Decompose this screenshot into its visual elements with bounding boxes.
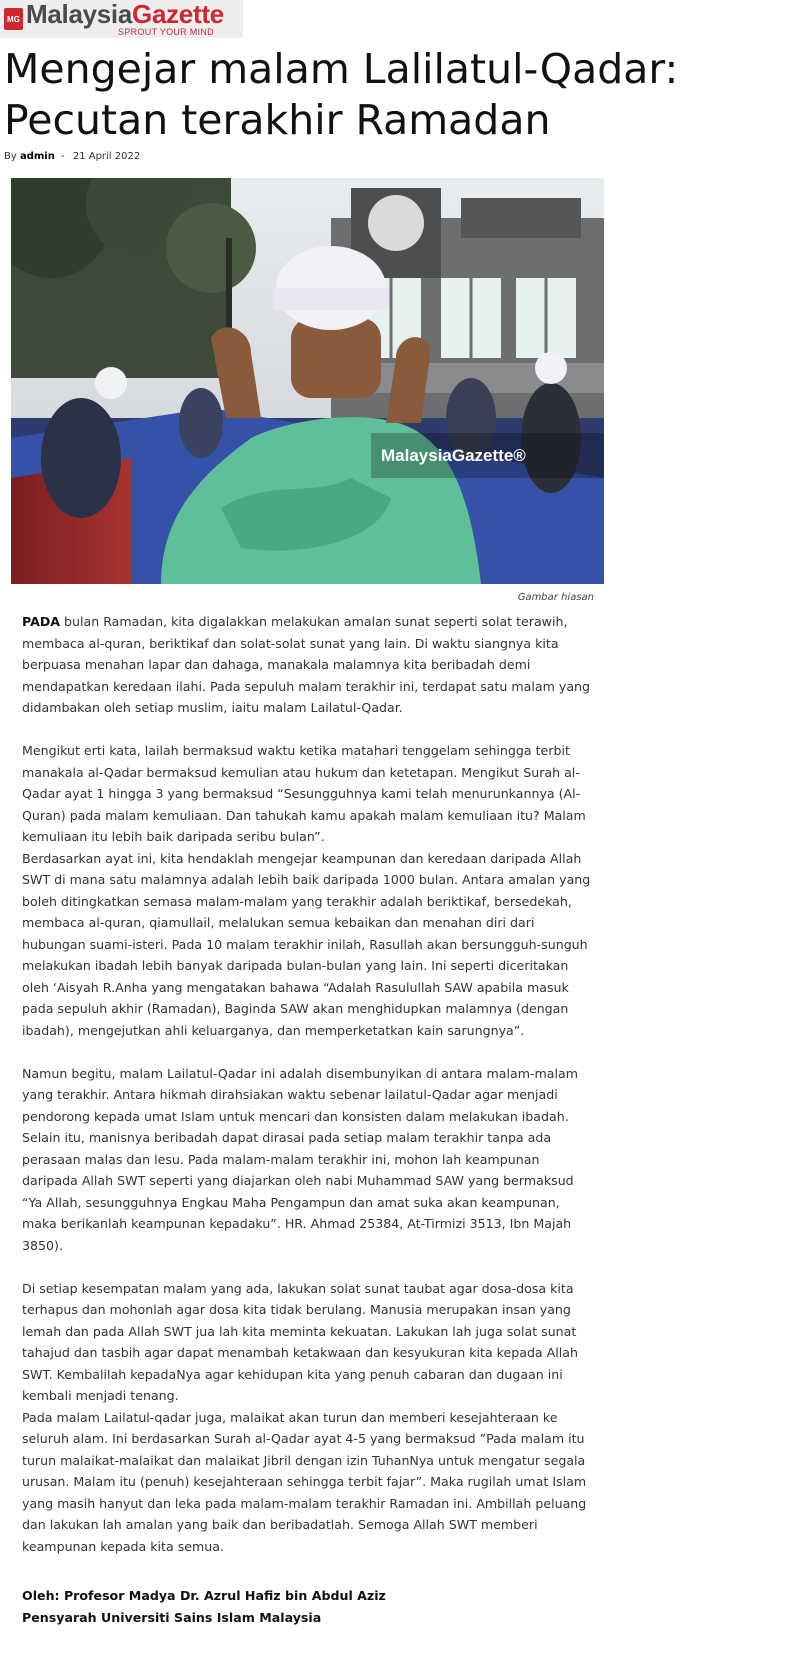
paragraph-4: Namun begitu, malam Lailatul-Qadar ini adalah disembunyikan di antara malam-malam yang terakhir. Antara hikmah dirahsiakan waktu sebenar lailatul-Qadar agar menjadi pendorong kepada umat Islam untuk mencari dan konsisten dalam melakukan ibadah. Selain itu, manisnya beribadah dapat dirasai pada setiap malam terakhir tanpa ada perasaan malas dan lesu. Pada malam-malam terakhir ini, mohon lah keampunan daripada Allah SWT seperti yang diajarkan oleh nabi Muhammad SAW yang bermaksud “Ya Allah, sesungguhnya Engkau Maha Pengampun dan amat suka akan keampunan, maka berikanlah keampunan kepadaku”. HR. Ahmad 25384, At-Tirmizi 3513, Ibn Majah 3850). [22,1065,579,1253]
image-caption: Gambar hiasan [517,592,594,603]
logo-name [26,1,224,27]
site-logo[interactable] [0,0,243,38]
paragraph-2: Mengikut erti kata, lailah bermaksud waktu ketika matahari tenggelam sehingga terbit manakala al-Qadar bermaksud kemulian atau hukum dan ketetapan. Mengikut Surah al-Qadar ayat 1 hingga 3 yang bermaksud “Sesungguhnya kami telah menurunkannya (Al-Quran) pada malam kemuliaan. Dan tahukah kamu apakah malam kemuliaan itu? Malam kemuliaan itu lebih baik daripada seribu bulan”. [22,743,586,844]
lead-word: PADA [22,614,61,629]
author-link[interactable]: admin [19,151,55,162]
logo-name-part2: Gazette [132,0,224,29]
byline-by-label: By [4,151,17,162]
paragraph-1-text: bulan Ramadan, kita digalakkan melakukan amalan sunat seperti solat terawih, membaca al-quran, beriktikaf dan solat-solat sunat yang lain. Di waktu siangnya kita berpuasa menahan lapar dan dahaga, manakala malamnya kita beribadah demi mendapatkan keredaan ilahi. Pada sepuluh malam terakhir ini, terdapat satu malam yang didambakan oleh setiap muslim, iaitu malam Lailatul-Qadar. [22,614,591,715]
article-title: Mengejar malam Lalilatul-Qadar: Pecutan terakhir Ramadan [4,45,679,144]
featured-image [11,178,604,584]
article-body [22,611,597,1557]
logo-tagline: SPROUT YOUR MIND [118,27,214,37]
logo-name-part1: Malaysia [26,0,133,29]
author-signature [22,1585,597,1629]
paragraph-3: Berdasarkan ayat ini, kita hendaklah mengejar keampunan dan keredaan daripada Allah SWT di mana satu malamnya adalah lebih baik daripada 1000 bulan. Antara amalan yang boleh ditingkatkan semasa malam-malam yang terakhir adalah beriktikaf, bersedekah, membaca al-quran, qiamullail, melalukan semua kebaikan dan menahan diri dari hubungan suami-isteri. Pada 10 malam terakhir inilah, Rasullah akan bersungguh-sunguh melakukan ibadah lebih banyak daripada bulan-bulan yang lain. Ini seperti diceritakan oleh ‘Aisyah R.Anha yang mengatakan bahawa “Adalah Rasulullah SAW apabila masuk pada sepuluh akhir (Ramadan), Baginda SAW akan menghidupkan malamnya (dengan ibadah), mengejutkan ahli keluarganya, dan memperketatkan kain sarungnya”. [22,850,591,1038]
paragraph-6: Pada malam Lailatul-qadar juga, malaikat akan turun dan memberi kesejahteraan ke seluruh alam. Ini berdasarkan Surah al-Qadar ayat 4-5 yang bermaksud ”Pada malam itu turun malaikat-malaikat dan malaikat Jibril dengan izin TuhanNya untuk mengatur segala urusan. Malam itu (penuh) kesejahteraan sehingga terbit fajar”. Maka rugilah umat Islam yang masih hanyut dan leka pada malam-malam terakhir Ramadan ini. Ambillah peluang dan lakukan lah amalan yang baik dan beribadatlah. Semoga Allah SWT memberi keampunan kepada kita semua. [22,1409,587,1554]
featured-image-illustration [11,178,604,584]
logo-badge-icon: MG [4,8,23,30]
author-affiliation: Pensyarah Universiti Sains Islam Malaysia [22,1610,322,1625]
byline-separator: - [61,151,65,162]
paragraph-5: Di setiap kesempatan malam yang ada, lakukan solat sunat taubat agar dosa-dosa kita terhapus dan mohonlah agar dosa kita tidak berulang. Manusia merupakan insan yang lemah dan pada Allah SWT jua lah kita meminta kekuatan. Lakukan lah juga solat sunat tahajud dan tasbih agar dapat menambah ketakwaan dan kesyukuran kita kepada Allah SWT. Kembalilah kepadaNya agar kehidupan kita yang penuh cabaran dan dugaan ini kembali menjadi tenang. [22,1280,578,1403]
logo-wordmark [26,1,224,37]
byline [4,151,140,162]
publish-date: 21 April 2022 [72,151,141,162]
image-watermark: MalaysiaGazette® [381,446,526,465]
author-name: Oleh: Profesor Madya Dr. Azrul Hafiz bin Abdul Aziz [22,1588,386,1603]
paragraph-1 [22,611,597,719]
